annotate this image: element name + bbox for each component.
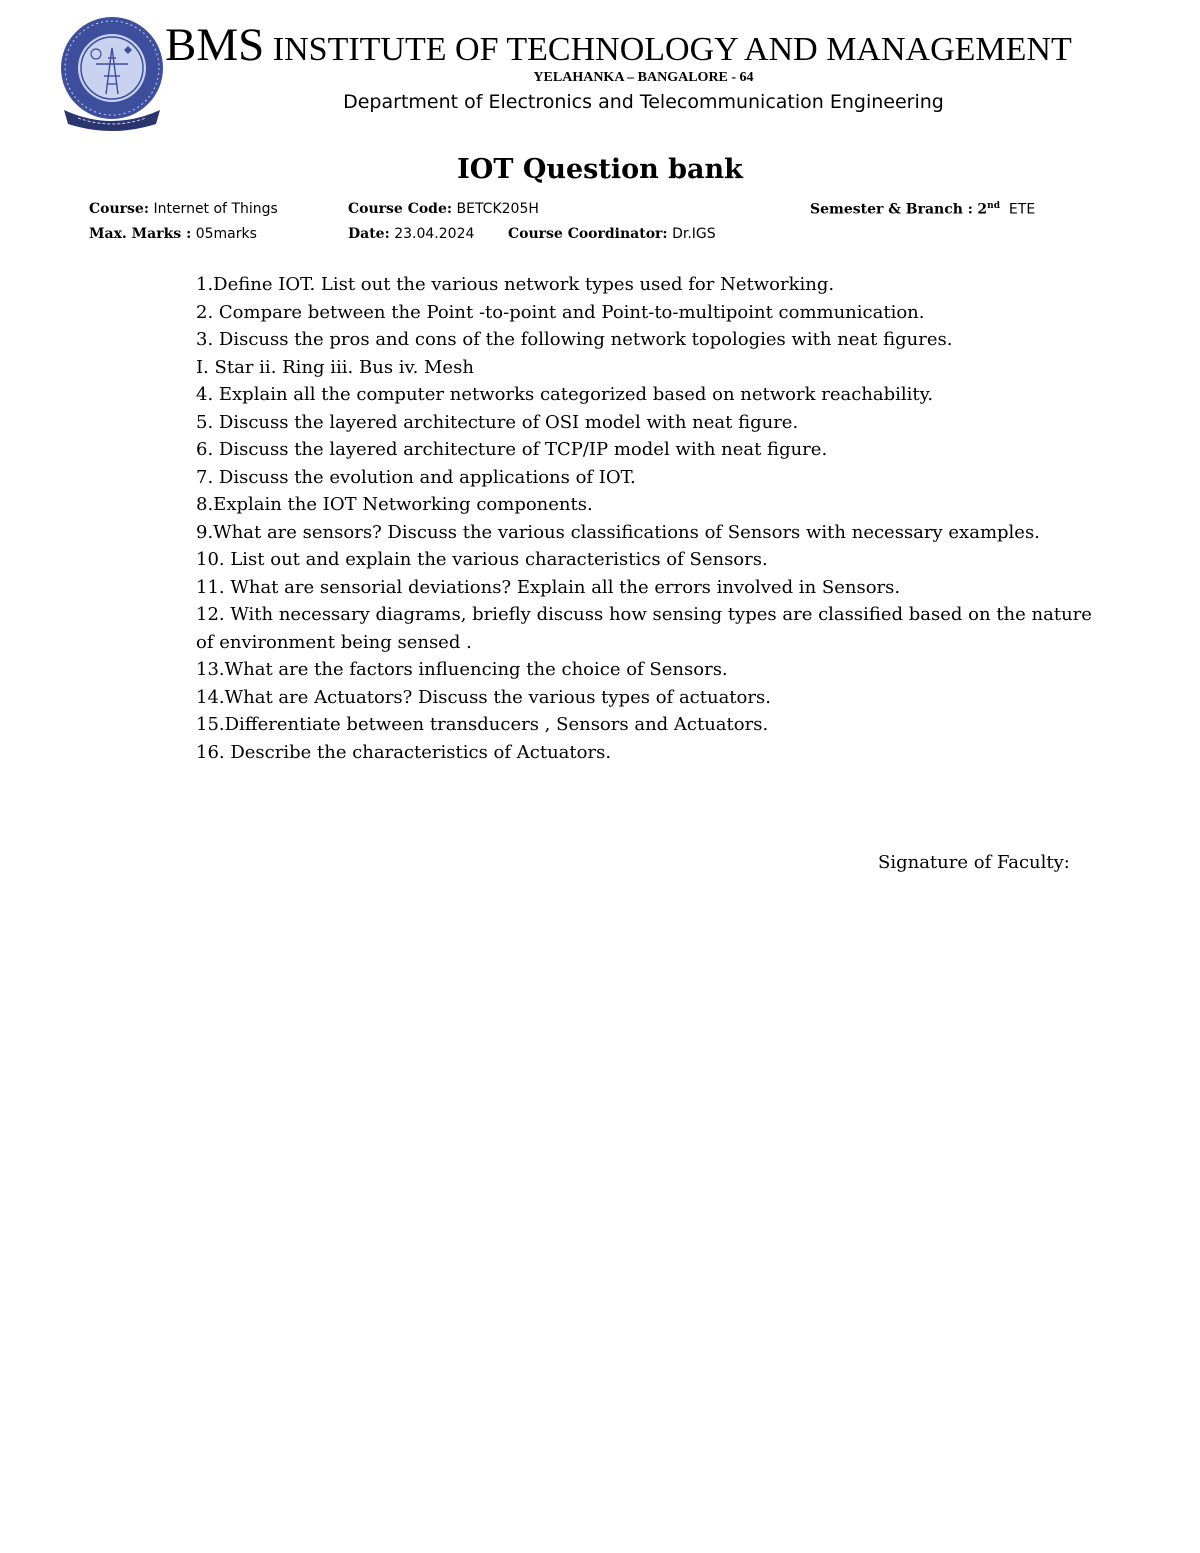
institute-short-name: BMS (165, 19, 265, 71)
max-marks-label: Max. Marks : (89, 226, 192, 242)
semester-suffix: nd (987, 201, 1001, 211)
semester-number: 2 (977, 201, 988, 218)
question-item: 7. Discuss the evolution and applications of IOT. (196, 466, 636, 488)
question-item: 4. Explain all the computer networks categorized based on network reachability. (196, 384, 934, 405)
institute-name (165, 18, 1072, 72)
course-value: Internet of Things (153, 201, 278, 217)
date-value: 23.04.2024 (394, 226, 475, 242)
question-item: 12. With necessary diagrams, briefly discuss how sensing types are classified based on the nature of environment being sensed . (196, 604, 1092, 653)
coordinator-label: Course Coordinator: (508, 226, 668, 242)
page-title: IOT Question bank (457, 154, 743, 185)
question-item: 14.What are Actuators? Discuss the various types of actuators. (196, 686, 771, 708)
course-code-field (348, 201, 539, 217)
question-item: 1.Define IOT. List out the various network types used for Networking. (196, 274, 835, 295)
coordinator-value: Dr.IGS (672, 226, 716, 242)
course-code-label: Course Code: (348, 201, 453, 217)
question-item: 10. List out and explain the various characteristics of Sensors. (196, 549, 768, 570)
question-item: 8.Explain the IOT Networking components. (196, 494, 593, 515)
question-list (196, 271, 1096, 766)
semester-branch-field (810, 201, 1035, 218)
course-code-value: BETCK205H (456, 201, 539, 217)
faculty-signature-label: Signature of Faculty: (878, 852, 1070, 873)
question-item: 2. Compare between the Point -to-point and Point-to-multipoint communication. (196, 301, 925, 323)
course-field (89, 201, 278, 217)
question-item: 15.Differentiate between transducers , Sensors and Actuators. (196, 714, 769, 735)
question-item: I. Star ii. Ring iii. Bus iv. Mesh (196, 356, 474, 378)
branch-value: ETE (1008, 201, 1036, 218)
course-label: Course: (89, 201, 149, 217)
max-marks-field (89, 226, 257, 242)
coordinator-field (508, 226, 716, 242)
question-item: 11. What are sensorial deviations? Explain all the errors involved in Sensors. (196, 576, 901, 598)
date-field (348, 226, 474, 242)
question-item: 16. Describe the characteristics of Actuators. (196, 741, 612, 763)
question-item: 6. Discuss the layered architecture of TCP/IP model with neat figure. (196, 439, 828, 460)
date-label: Date: (348, 226, 390, 242)
institute-long-name: INSTITUTE OF TECHNOLOGY AND MANAGEMENT (264, 31, 1072, 68)
question-item: 3. Discuss the pros and cons of the following network topologies with neat figures. (196, 329, 953, 350)
max-marks-value: 05marks (195, 226, 257, 242)
semester-branch-label: Semester & Branch : (810, 201, 973, 218)
question-item: 9.What are sensors? Discuss the various classifications of Sensors with necessary examples. (196, 521, 1040, 543)
institute-location: YELAHANKA – BANGALORE - 64 (533, 70, 754, 85)
department-name: Department of Electronics and Telecommunication Engineering (343, 91, 944, 113)
question-item: 13.What are the factors influencing the choice of Sensors. (196, 659, 728, 680)
question-item: 5. Discuss the layered architecture of OSI model with neat figure. (196, 411, 799, 433)
